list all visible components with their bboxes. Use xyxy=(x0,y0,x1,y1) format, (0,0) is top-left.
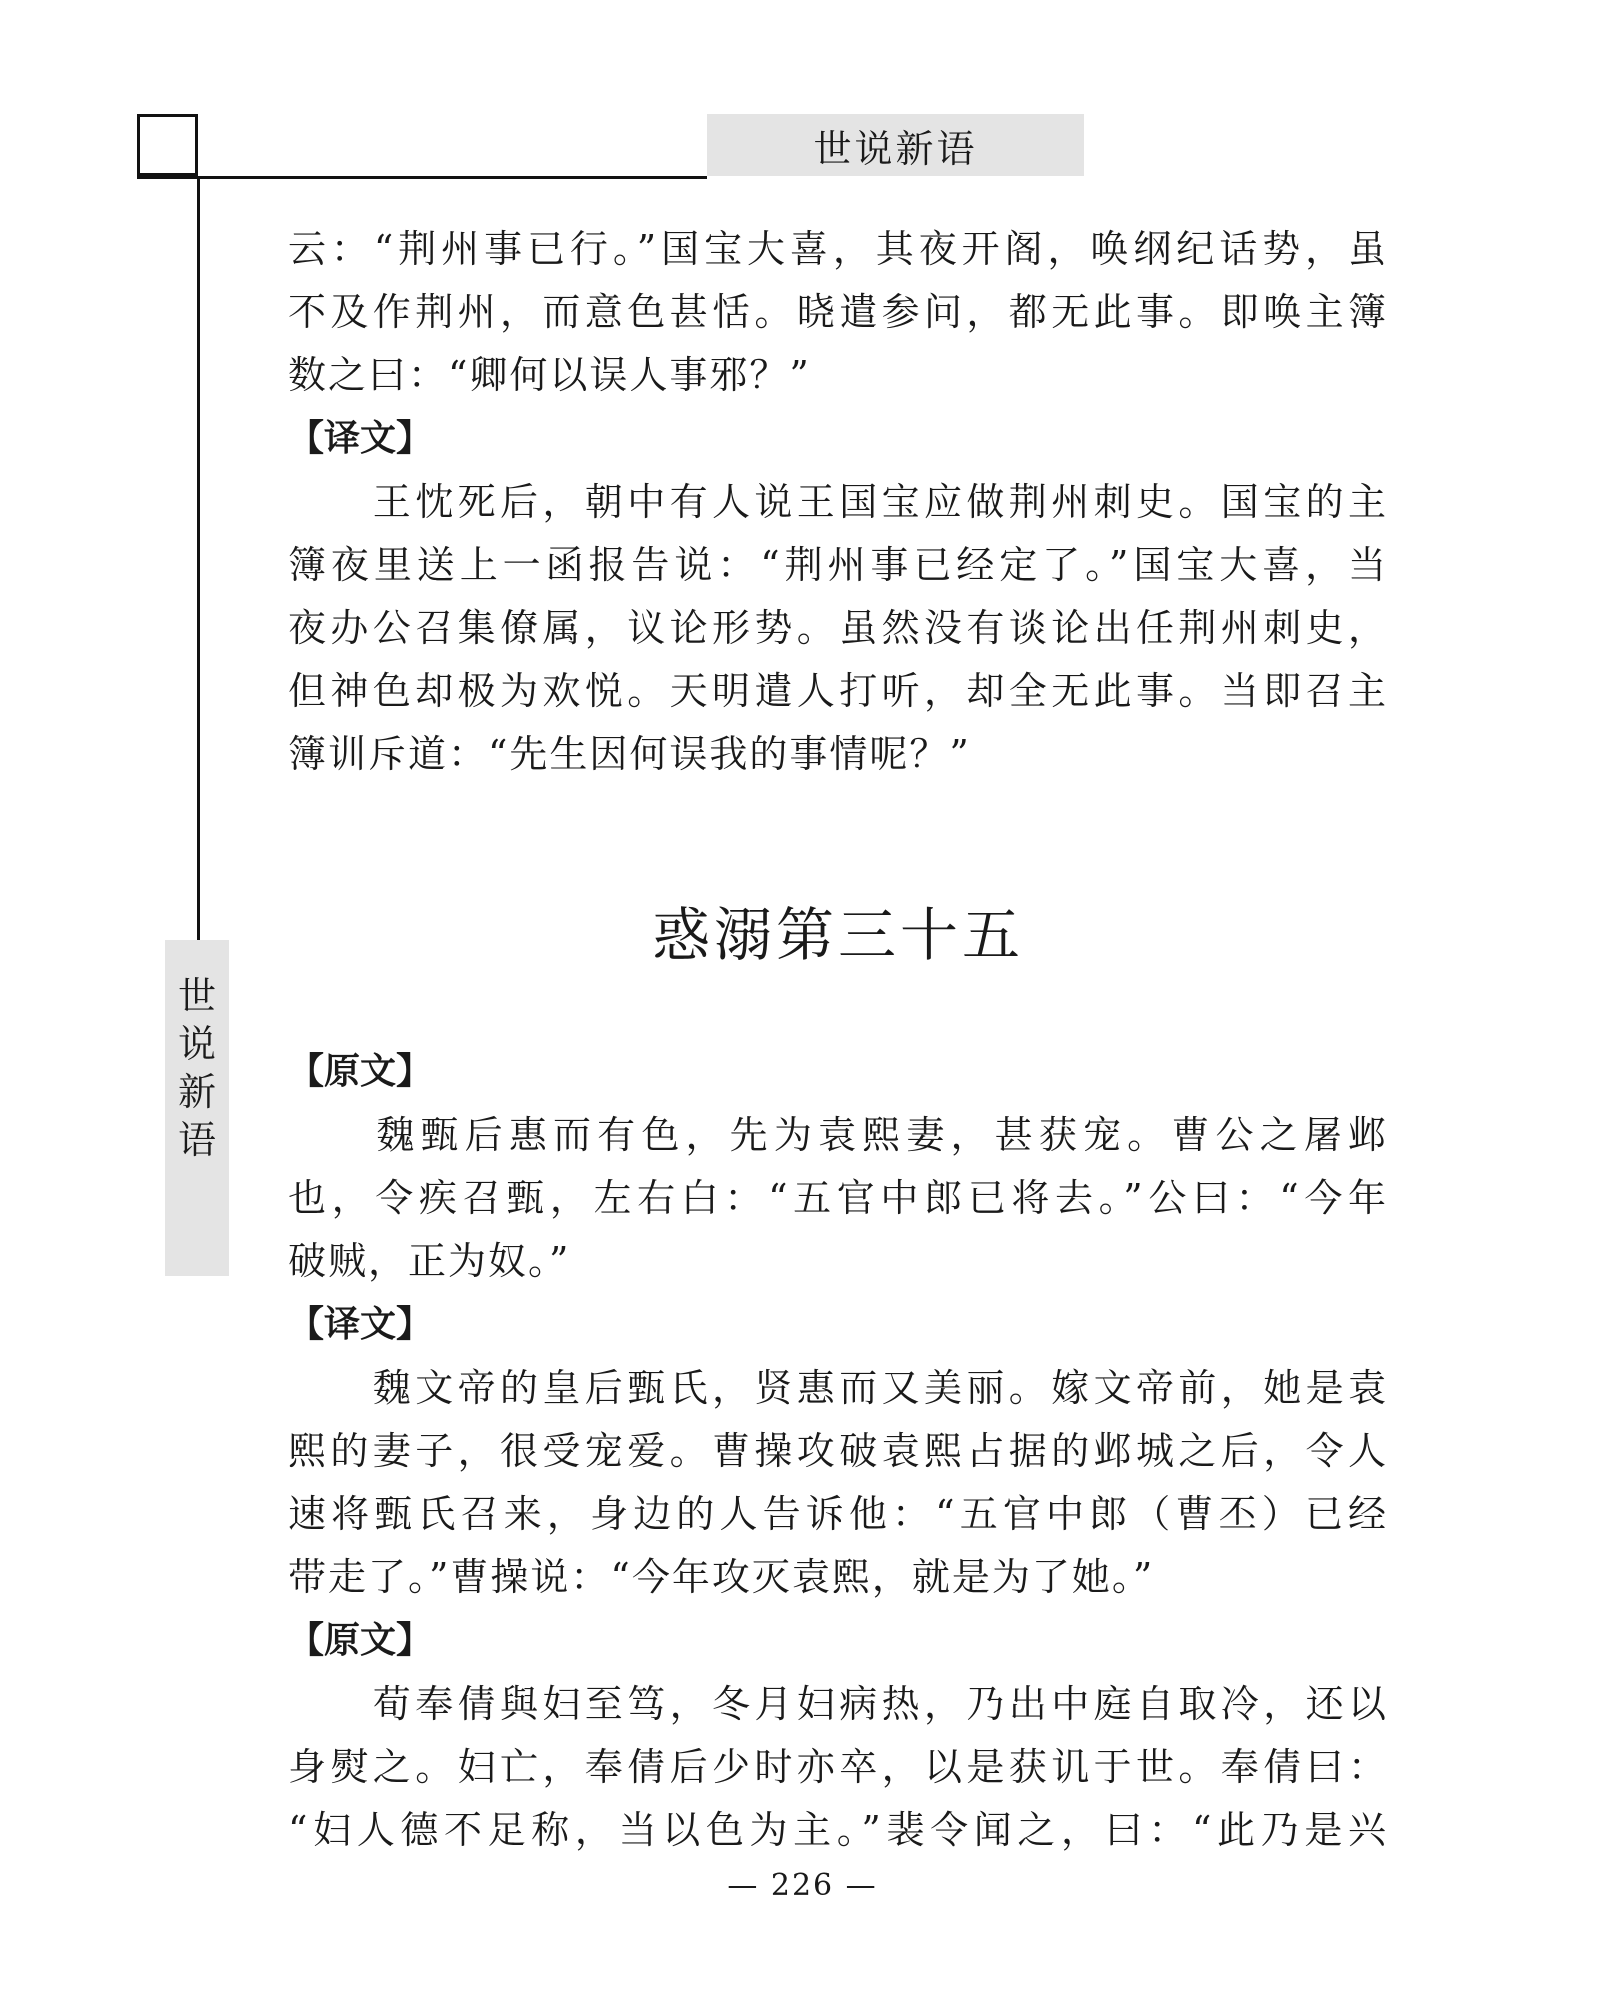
corner-frame-box xyxy=(137,114,198,176)
translation-label: 【译文】 xyxy=(288,418,433,459)
text-line: 数之曰：“卿何以误人事邪？” xyxy=(288,353,811,397)
book-title: 世说新语 xyxy=(813,126,978,171)
text-line: 簿夜里送上一函报告说：“荆州事已经定了。”国宝大喜，当 xyxy=(288,543,1388,587)
text-line: 荀奉倩與妇至笃，冬月妇病热，乃出中庭自取冷，还以 xyxy=(288,1682,1388,1726)
text-line: 速将甄氏召来，身边的人告诉他：“五官中郎（曹丕）已经 xyxy=(288,1492,1388,1536)
translation-text xyxy=(288,1357,1388,1609)
top-content xyxy=(288,218,1388,786)
text-line: 熙的妻子，很受宠爱。曹操攻破袁熙占据的邺城之后，令人 xyxy=(288,1429,1388,1473)
running-header xyxy=(707,114,1084,176)
page-number: — 226 — xyxy=(727,1868,878,1903)
side-tab xyxy=(165,940,229,1276)
bottom-content xyxy=(288,1040,1388,1862)
text-line: 带走了。”曹操说：“今年攻灭袁熙，就是为了她。” xyxy=(288,1555,1155,1599)
text-line: 身熨之。妇亡，奉倩后少时亦卒，以是获讥于世。奉倩曰： xyxy=(288,1745,1388,1789)
text-line: 魏甄后惠而有色，先为袁熙妻，甚获宠。曹公之屠邺 xyxy=(288,1113,1388,1157)
text-line: 云：“荆州事已行。”国宝大喜，其夜开阁，唤纲纪话势，虽 xyxy=(288,227,1388,271)
text-line: 魏文帝的皇后甄氏，贤惠而又美丽。嫁文帝前，她是袁 xyxy=(288,1366,1388,1410)
text-line: 簿训斥道：“先生因何误我的事情呢？” xyxy=(288,732,971,776)
translation-text xyxy=(288,471,1388,786)
margin-rule xyxy=(197,176,200,940)
text-line: 王忱死后，朝中有人说王国宝应做荆州刺史。国宝的主 xyxy=(288,480,1388,524)
original-text xyxy=(288,1673,1388,1862)
original-label: 【原文】 xyxy=(288,1620,433,1661)
original-text-continued xyxy=(288,218,1388,407)
text-line: “妇人德不足称，当以色为主。”裴令闻之，曰：“此乃是兴 xyxy=(288,1808,1388,1852)
original-text xyxy=(288,1104,1388,1293)
text-line: 不及作荆州，而意色甚恬。晓遣参问，都无此事。即唤主簿 xyxy=(288,290,1388,334)
chapter-title: 惑溺第三十五 xyxy=(651,901,1024,969)
side-tab-char: 说 xyxy=(177,1022,216,1066)
translation-label: 【译文】 xyxy=(288,1304,433,1345)
side-tab-char: 语 xyxy=(177,1118,216,1162)
text-line: 也，令疾召甄，左右白：“五官中郎已将去。”公曰：“今年 xyxy=(288,1176,1388,1220)
text-line: 但神色却极为欢悦。天明遣人打听，却全无此事。当即召主 xyxy=(288,669,1388,713)
original-label: 【原文】 xyxy=(288,1051,433,1092)
side-tab-char: 新 xyxy=(177,1070,216,1114)
text-line: 夜办公召集僚属，议论形势。虽然没有谈论出任荆州刺史， xyxy=(288,606,1388,650)
text-line: 破贼，正为奴。” xyxy=(288,1239,571,1283)
side-tab-char: 世 xyxy=(177,974,216,1018)
header-rule xyxy=(137,176,707,179)
